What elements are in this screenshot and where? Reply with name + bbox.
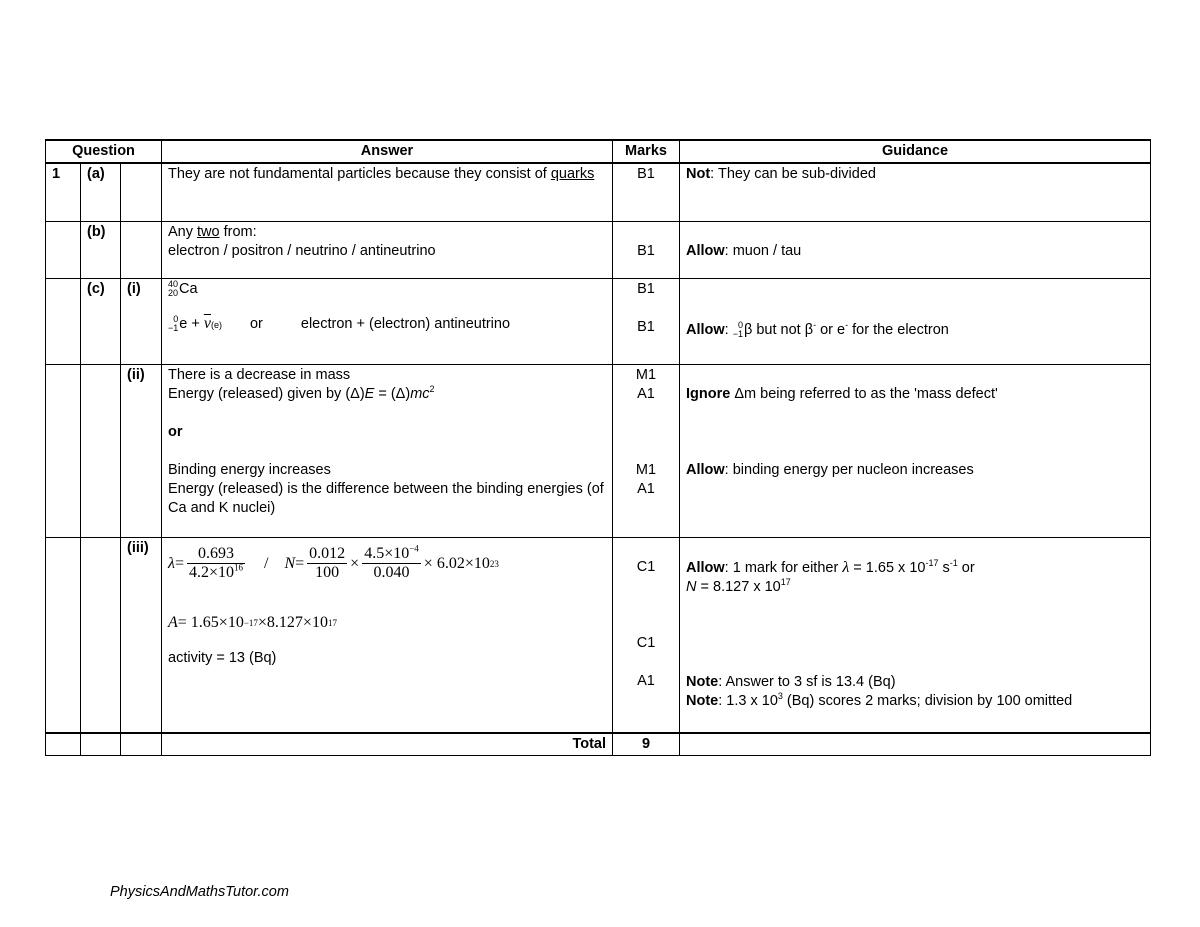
calcium-nuclide xyxy=(168,280,606,302)
mark-scheme-table xyxy=(45,139,1151,756)
mark-1ci xyxy=(613,278,680,364)
denominator: 0.040 xyxy=(373,564,410,581)
guidance-keyword: Ignore xyxy=(686,385,731,402)
answer-1cii xyxy=(162,364,613,537)
sub-empty xyxy=(121,163,162,221)
mark-value: B1 xyxy=(637,318,655,335)
mark-1b xyxy=(613,221,680,278)
activity-answer: activity = 13 (Bq) xyxy=(168,649,277,666)
mark-value: B1 xyxy=(637,242,655,259)
answer-1b xyxy=(162,221,613,278)
answer-alternative: electron + (electron) antineutrino xyxy=(300,315,511,332)
num-empty xyxy=(46,221,81,278)
guidance-1cii xyxy=(680,364,1151,537)
mark-value: C1 xyxy=(636,558,656,575)
answer-text: from: xyxy=(219,223,257,240)
header-guidance: Guidance xyxy=(680,140,1151,163)
part-b: (b) xyxy=(81,221,121,278)
sub-empty xyxy=(121,221,162,278)
atomic-number: −1 xyxy=(732,328,743,339)
symbol-lambda: λ xyxy=(168,555,175,572)
guidance-text: : binding energy per nucleon increases xyxy=(724,461,974,478)
row-1cii xyxy=(46,364,1151,537)
superscript: -17 xyxy=(925,557,939,568)
denominator: 100 xyxy=(315,564,340,581)
guidance-keyword: Allow xyxy=(686,321,725,338)
guidance-text: : 1 mark for either xyxy=(724,559,843,576)
activity-equation: A = 1.65×10 −17 ×8.127×10 17 xyxy=(168,614,337,631)
guidance-text: = 8.127 x 10 xyxy=(696,578,781,595)
guidance-text: s xyxy=(938,559,950,576)
total-label: Total xyxy=(162,733,613,756)
superscript: 16 xyxy=(234,562,243,573)
guidance-text: : Answer to 3 sf is 13.4 (Bq) xyxy=(718,673,896,690)
num-empty xyxy=(46,733,81,756)
mark-1a: B1 xyxy=(613,163,680,221)
symbol-n: N xyxy=(284,555,296,572)
antineutrino-subscript: (e) xyxy=(210,319,222,330)
total-row xyxy=(46,733,1151,756)
symbol-e: E xyxy=(364,385,375,402)
guidance-text: β but not β xyxy=(744,321,814,338)
part-empty xyxy=(81,537,121,733)
antineutrino-symbol: $\overline{\nu}$ xyxy=(203,314,211,332)
num-empty xyxy=(46,537,81,733)
header-question: Question xyxy=(46,140,162,163)
header-answer: Answer xyxy=(162,140,613,163)
part-a: (a) xyxy=(81,163,121,221)
guidance-1b xyxy=(680,221,1151,278)
atomic-number: 20 xyxy=(168,287,179,298)
times: × xyxy=(350,555,360,572)
or-text: or xyxy=(249,315,263,332)
electron-symbol: e + xyxy=(179,315,204,332)
row-1b xyxy=(46,221,1151,278)
sub-empty xyxy=(121,733,162,756)
guidance-text: or e xyxy=(816,321,846,338)
mark-value: C1 xyxy=(636,634,656,651)
fraction-mass xyxy=(362,545,421,582)
symbol-lambda: λ xyxy=(842,558,850,576)
answer-text: There is a decrease in mass xyxy=(168,366,351,383)
superscript: 17 xyxy=(780,576,791,587)
answer-1ci xyxy=(162,278,613,364)
sub-i: (i) xyxy=(121,278,162,364)
equals: = xyxy=(174,555,184,572)
guidance-text: : muon / tau xyxy=(724,242,802,259)
denominator: 4.2×10 xyxy=(188,564,234,581)
guidance-keyword: Allow xyxy=(686,242,725,259)
guidance-text: Δm being referred to as the 'mass defect' xyxy=(730,385,998,402)
numerator: 0.012 xyxy=(309,545,346,562)
answer-text: Energy (released) is the difference between the binding energies (of Ca and K nuclei) xyxy=(168,480,604,516)
answer-keyword: quarks xyxy=(550,166,595,182)
guidance-text: : 1.3 x 10 xyxy=(718,692,778,709)
mass-number: 0 xyxy=(173,313,179,324)
mass-number: 0 xyxy=(737,319,743,330)
guidance-text: : They can be sub-divided xyxy=(710,166,876,182)
symbol-n: N xyxy=(686,578,697,595)
answer-text: Binding energy increases xyxy=(168,461,331,478)
row-1ci xyxy=(46,278,1151,364)
superscript: 2 xyxy=(429,383,435,394)
answer-1a xyxy=(162,163,613,221)
mark-1ciii xyxy=(613,537,680,733)
question-number: 1 xyxy=(46,163,81,221)
guidance-text: (Bq) scores 2 marks; division by 100 omitted xyxy=(782,692,1073,709)
or-text: or xyxy=(168,423,183,440)
row-1a xyxy=(46,163,1151,221)
guidance-keyword: Allow xyxy=(686,461,725,478)
mark-value: B1 xyxy=(637,280,655,297)
answer-text: Any xyxy=(168,223,198,240)
fraction-moles xyxy=(307,545,347,582)
guidance-keyword: Allow xyxy=(686,559,725,576)
fraction-lambda xyxy=(187,545,245,582)
part-empty xyxy=(81,364,121,537)
guidance-1ci xyxy=(680,278,1151,364)
guidance-text: or xyxy=(957,559,975,576)
part-c: (c) xyxy=(81,278,121,364)
header-row xyxy=(46,140,1151,163)
decay-constant-equation: λ = $\frac{0.693}{4.2\times 10^{16}}$ / N = $\frac{0.012}{100}$ × $\frac{4.5\times 10^{-4}}{0.040}$ × 6.02×10 23 xyxy=(168,543,499,581)
total-value: 9 xyxy=(613,733,680,756)
energy-equation xyxy=(168,385,606,404)
guidance-1a xyxy=(680,163,1151,221)
symbol-mc: mc xyxy=(410,385,430,402)
numerator: 4.5×10 xyxy=(364,545,410,562)
atomic-number: −1 xyxy=(168,322,179,333)
mark-scheme xyxy=(45,139,1150,756)
superscript: - xyxy=(813,319,817,330)
element-symbol: Ca xyxy=(179,280,198,297)
guidance-keyword: Note xyxy=(686,673,719,690)
mark-value: A1 xyxy=(637,385,655,402)
mark-value: A1 xyxy=(637,672,655,689)
sub-ii: (ii) xyxy=(121,364,162,537)
equation-text: ×8.127×10 xyxy=(257,614,328,631)
superscript: - xyxy=(845,319,849,330)
guidance-empty xyxy=(680,733,1151,756)
electron-antineutrino xyxy=(168,314,606,338)
guidance-text: = 1.65 x 10 xyxy=(849,559,926,576)
guidance-keyword: Note xyxy=(686,692,719,709)
guidance-text: : xyxy=(724,321,733,338)
num-empty xyxy=(46,278,81,364)
answer-text: Energy (released) given by (Δ) xyxy=(168,385,365,402)
guidance-1ciii xyxy=(680,537,1151,733)
mark-value: A1 xyxy=(637,480,655,497)
row-1ciii xyxy=(46,537,1151,733)
guidance-keyword: Not xyxy=(686,166,711,182)
superscript: -1 xyxy=(949,557,958,568)
guidance-text: for the electron xyxy=(848,321,949,338)
numerator: 0.693 xyxy=(187,545,245,564)
answer-text: They are not fundamental particles because they consist of xyxy=(168,166,551,182)
separator: / xyxy=(264,555,269,572)
superscript: 3 xyxy=(777,690,783,701)
answer-1ciii xyxy=(162,537,613,733)
equals: = xyxy=(295,555,305,572)
sub-iii: (iii) xyxy=(121,537,162,733)
answer-text: = (Δ) xyxy=(374,385,411,402)
answer-list: electron / positron / neutrino / antineutrino xyxy=(168,242,436,259)
header-marks: Marks xyxy=(613,140,680,163)
mass-number: 40 xyxy=(168,278,179,289)
footer-watermark: PhysicsAndMathsTutor.com xyxy=(110,884,289,900)
avogadro-term: × 6.02×10 xyxy=(423,555,490,572)
equation-text: = 1.65×10 xyxy=(177,614,244,631)
answer-keyword: two xyxy=(197,223,220,240)
mark-1cii xyxy=(613,364,680,537)
mark-value: M1 xyxy=(635,461,657,478)
mark-value: M1 xyxy=(635,366,657,383)
symbol-a: A xyxy=(168,614,178,631)
superscript: −4 xyxy=(409,543,419,554)
num-empty xyxy=(46,364,81,537)
part-empty xyxy=(81,733,121,756)
